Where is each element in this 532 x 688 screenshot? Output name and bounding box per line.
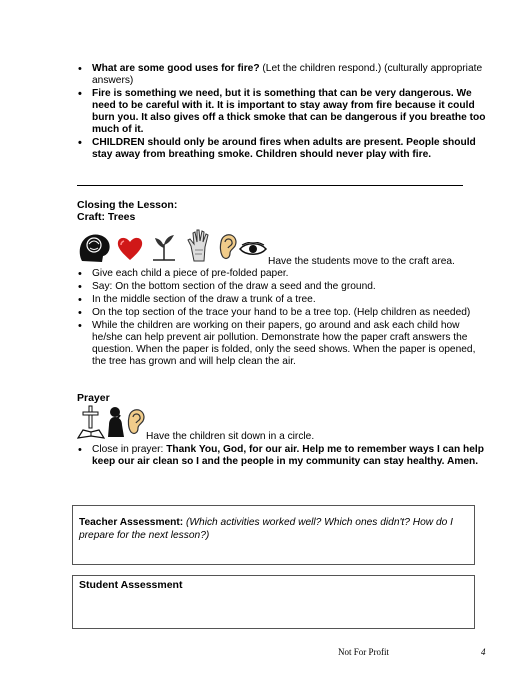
prayer-icon-caption: Have the children sit down in a circle. — [146, 431, 315, 442]
prayer-lead: Close in prayer: — [92, 444, 167, 455]
teacher-assessment-box — [72, 505, 475, 565]
bullet-bold-text: What are some good uses for fire? — [92, 63, 260, 74]
list-item: • While the children are working on their papers, go around and ask each child how he/she can help prevent air pollution. Demonstrate how the paper craft answers the question. When the paper is folded, only the seed shows. When the paper is opened, the tree has grown and will help clean the air. — [92, 320, 487, 368]
prayer-text: Thank You, God, for our air. Help me to remember ways I can help keep our air clean so I and the people in my community can stay healthy. Amen. — [92, 444, 484, 467]
page-number: 4 — [481, 647, 486, 657]
craft-heading: Craft: Trees — [77, 211, 136, 223]
section-divider — [77, 185, 463, 186]
teacher-assessment-text — [79, 517, 469, 542]
teacher-assessment-prompt: (Which activities worked well? Which ones didn't? How do I prepare for the next lesson?) — [79, 517, 453, 541]
prayer-bullets — [92, 444, 487, 469]
praying-child-icon — [104, 406, 126, 438]
bullet-bold-text: CHILDREN should only be around fires when adults are present. People should stay away from breathing smoke. Children should never play with fire. — [92, 137, 476, 160]
eye-icon — [239, 242, 267, 256]
list-item — [92, 137, 487, 161]
list-item: • Give each child a piece of pre-folded paper. — [92, 268, 487, 280]
ear-icon — [126, 408, 146, 436]
heart-icon — [116, 235, 144, 261]
student-assessment-label: Student Assessment — [79, 579, 183, 591]
hand-icon — [185, 228, 213, 262]
prayer-heading: Prayer — [77, 392, 110, 404]
list-item: • Say: On the bottom section of the draw a seed and the ground. — [92, 281, 487, 293]
craft-icon-caption: Have the students move to the craft area. — [268, 256, 455, 267]
list-item: • In the middle section of the draw a trunk of a tree. — [92, 294, 487, 306]
list-item — [92, 63, 487, 87]
list-item: • On the top section of the trace your hand to be a tree top. (Help children as needed) — [92, 307, 487, 319]
sprout-icon — [150, 232, 178, 262]
list-item — [92, 88, 487, 136]
teacher-assessment-label: Teacher Assessment: — [79, 517, 184, 528]
craft-steps — [92, 268, 487, 369]
list-item — [92, 444, 487, 468]
cross-bible-icon — [77, 404, 105, 440]
bullet-text: (Let the children respond.) (culturally appropriate answers) — [92, 63, 483, 86]
discussion-bullets — [92, 63, 487, 162]
closing-heading: Closing the Lesson: — [77, 199, 178, 211]
footer-text: Not For Profit — [338, 647, 390, 657]
student-assessment-box — [72, 575, 475, 629]
ear-icon — [218, 233, 238, 261]
bullet-bold-text: Fire is something we need, but it is something that can be very dangerous. We need to be careful with it. It is important to stay away from fire because it could burn you. It also gives off a thick smoke that can be dangerous if you breathe too much of it. — [92, 88, 486, 135]
think-head-icon — [75, 232, 113, 264]
